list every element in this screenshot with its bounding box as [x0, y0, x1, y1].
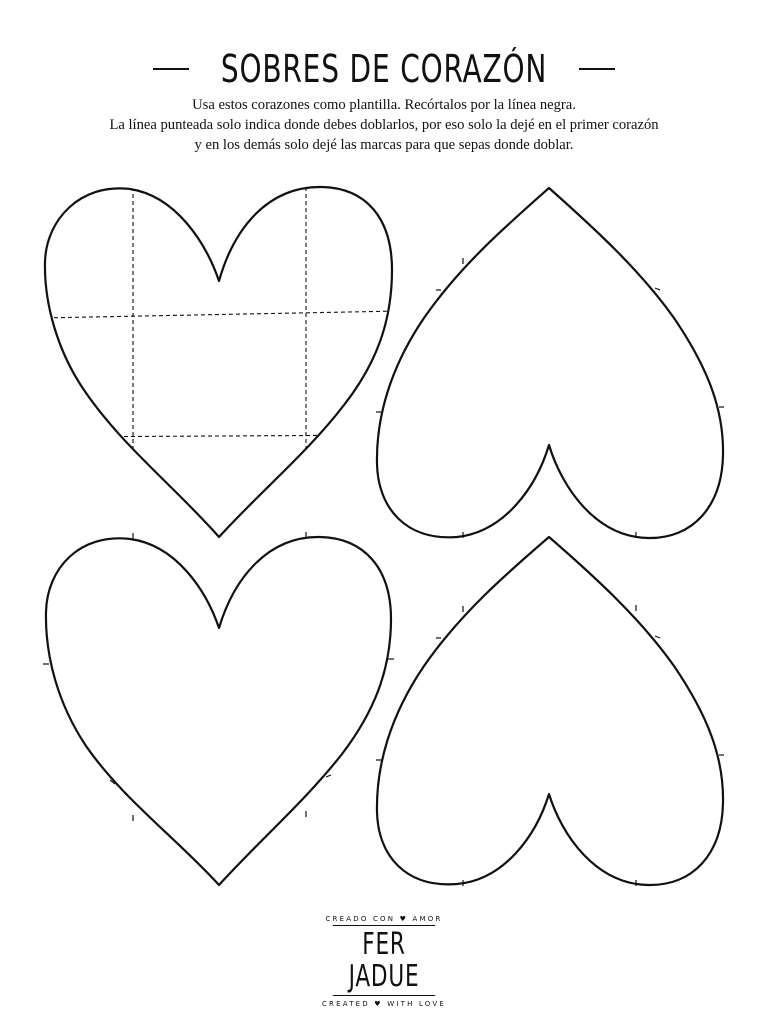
heart-outline — [377, 537, 723, 885]
fold-marks — [376, 258, 724, 538]
fold-marks — [376, 605, 724, 886]
fold-lines-dashed — [40, 180, 400, 550]
instructions-line-3: y en los demás solo dejé las marcas para que sepas donde doblar. — [194, 137, 574, 153]
logo-tagline-english: CREATED ♥ WITH LOVE — [321, 1000, 447, 1008]
instructions-line-2: La línea punteada solo indica donde debes doblarlos, por eso solo la dejé en el primer corazón — [109, 117, 659, 133]
heart-outline — [377, 188, 723, 538]
heart-outline — [46, 537, 391, 885]
heart-top-left — [40, 180, 400, 550]
heart-bottom-left — [43, 532, 394, 885]
logo-tagline-spanish: CREADO CON ♥ AMOR — [325, 915, 443, 923]
page-title: SOBRES DE CORAZÓN — [220, 47, 548, 91]
fold-marks — [43, 532, 394, 821]
heart-top-right — [376, 188, 724, 538]
heart-bottom-right — [376, 537, 724, 886]
instructions-line-1: Usa estos corazones como plantilla. Recórtalos por la línea negra. — [192, 97, 576, 113]
heart-outline — [45, 187, 392, 537]
brand-logo — [284, 915, 484, 1008]
logo-name: FER JADUE — [333, 925, 435, 996]
